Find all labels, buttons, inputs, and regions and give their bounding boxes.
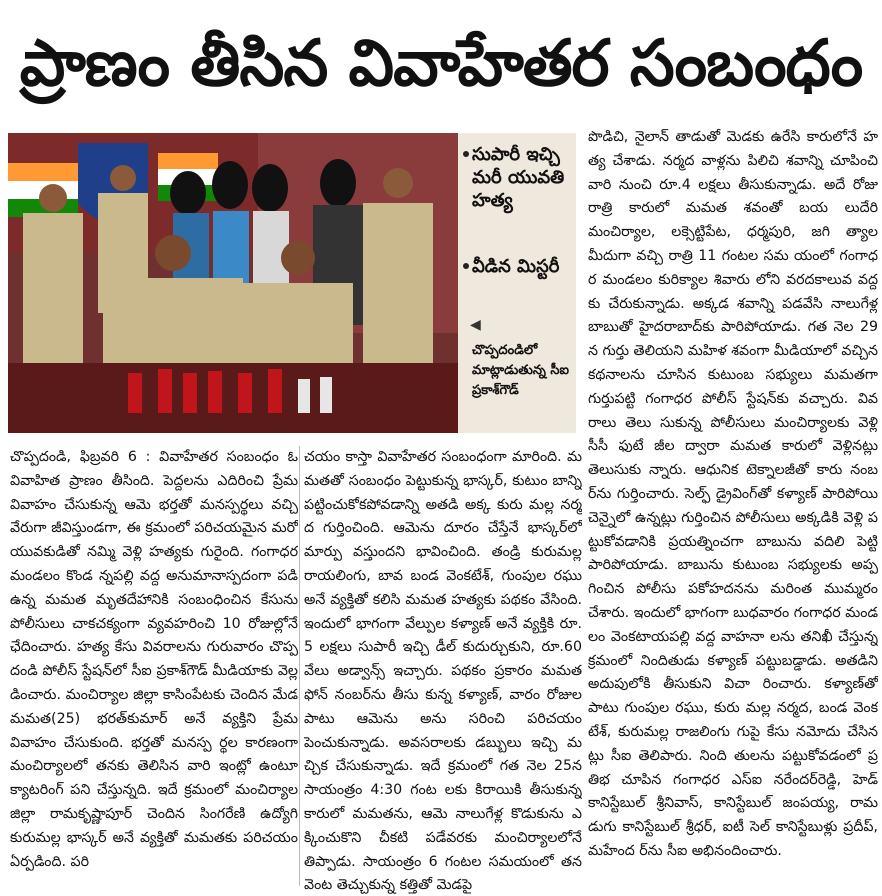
article-paragraph: చయం కాస్తా వివాహేతర సంబంధంగా మారింది. మమతతో సంబంధం పెట్టుకున్న భాస్కర్, కుటుం బాన్ని పట్టించుకోకపోవడాన్ని అతడి అక్క కురు మల్ల నర్మద గుర్తించింది. ఆమెను దూరం చేస్తేనే భాస్కర్‌లో మార్పు వస్తుందని భావించింది. తండ్రి కురుమల్ల రాయలింగు, బావ బండ వెంకటేశ్, గుంపుల రఘు అనే వ్యక్తితో కలిసి మమత హత్యకు పథకం వేసింది. ఇందులో భాగంగా వేల్పుల కళ్యాణ్ అనే వ్యక్తికి రూ.5 లక్షలు సుపారీ ఇచ్చి డీల్ కుదుర్చుకుని, రూ.60 వేలు అడ్వాన్స్ ఇచ్చారు. పథకం ప్రకారం మమత ఫోన్ నంబర్‌ను తీసు కున్న కళ్యాణ్, వారం రోజుల పాటు ఆమెను అను సరించి పరిచయం పెంచుకున్నాడు. అవసరాలకు డబ్బులు ఇచ్చి మచ్చిక చేసుకున్నాడు. ఇదే క్రమంలో గత నెల 25న సాయంత్రం 4:30 గంట లకు కిరాయికి తీసుకున్న కారులో మమతను, ఆమె నాలుగేళ్ల కొడుకును ఎక్కించుకొని చీకటి పడేవరకు మంచిర్యాలలోనే తిప్పాడు. సాయంత్రం 6 గంటల సమయంలో తన వెంట తెచ్చుకున్న కత్తితో మెడపై [304, 449, 582, 894]
highlight-box [458, 133, 576, 433]
highlight-text: వీడిన మిస్టరీ [472, 256, 560, 277]
bullet-icon [463, 151, 469, 157]
press-conference-photo [8, 133, 458, 433]
highlight-point [472, 255, 572, 278]
article-column-2 [304, 446, 582, 894]
article-paragraph: పొడిచి, నైలాన్ తాడుతో మెడకు ఉరేసి కారులోనే హత్య చేశాడు. నర్మద వాళ్లను పిలిచి శవాన్ని చూపించి వారి నుంచి రూ.4 లక్షలు తీసుకున్నాడు. అదే రోజు రాత్రి కారులో మమత శవంతో బయ లుదేరి మంచిర్యాల, లక్సెట్టిపేట, ధర్మపురి, జగి త్యాల మీదుగా వచ్చి రాత్రి 11 గంటల సమ యంలో గంగాధర మండలం కురిక్యాల శివారు లోని వరదకాలువ వద్దకు చేరుకున్నాడు. అక్కడ శవాన్ని పడవేసి నాలుగేళ్ల బాబుతో హైదరాబాద్‌కు పారిపోయాడు. గత నెల 29న గుర్తు తెలియని మహిళ శవంగా మీడియాలో వచ్చిన కథనాలను చూసిన కుటుంబ సభ్యులు మమతగా గుర్తుపట్టి గంగాధర పోలీస్ స్టేషన్‌కు వచ్చారు. వివరాలు తెలు సుకున్న పోలీసులు మంచిర్యాలకు వెళ్లి సీసీ ఫుటే జీల ద్వారా మమత కారులో వెళ్లినట్లు తెలుసుకు న్నారు. ఆధునిక టెక్నాలజీతో కారు నంబర్‌ను గుర్తించారు. సెల్ఫ్ డ్రైవింగ్‌తో కళ్యాణ్ పారిపోయి చెన్నైలో ఉన్నట్లు గుర్తించిన పోలీసులు అక్కడికి వెళ్లి పట్టుకోవడానికి ప్రయత్నించగా బాబును వదిలి పెట్టి పారిపోయాడు. బాబును కుటుంబ సభ్యులకు అప్పగించిన పోలీసు పకోహదనను మరింత ముమ్మరం చేశారు. ఇందులో భాగంగా బుధవారం గంగాధర మండలం వెంకటాయపల్లి వద్ద వాహనా లను తనిఖీ చేస్తున్న క్రమంలో నిందితుడు కళ్యాణ్ పట్టుబడ్డాడు. అతడిని అదుపులోకి తీసుకుని విచా రించారు. కళ్యాణ్‌తో పాటు గుంపుల రఘు, కురు మల్ల నర్మద, బండ వెంకటేశ్, కురుమల్ల రాజలింగు గుపై కేసు నమోదు చేసినట్లు సీఐ తెలిపారు. నింది తులను పట్టుకోవడంలో ప్రతిభ చూపిన గంగాధర ఎస్ఐ నరేందర్‌రెడ్డి, హెడ్ కానిస్టేబుల్ శ్రీనివాస్, కానిస్టేబుల్ జంపయ్య, రామడుగు కానిస్టేబుల్ శ్రీధర్, ఐటీ సెల్ కానిస్టేబుళ్లు ప్రదీప్, మహేంద ర్‌ను సీఐ అభినందించారు. [588, 129, 878, 859]
highlight-point [472, 143, 572, 212]
photo-caption: చొప్పదండిలో మాట్లాడుతున్న సీఐ ప్రకాశ్‌గౌడ్ [472, 343, 569, 398]
highlight-text: సుపారీ ఇచ్చి మరీ యువతి హత్య [472, 144, 565, 211]
arrow-left-icon: ◀ [470, 317, 481, 333]
column-divider [299, 446, 300, 886]
article-paragraph: చొప్పదండి, ఫిబ్రవరి 6 : వివాహేతర సంబంధం ఓ వివాహిత ప్రాణం తీసింది. పెద్దలను ఎదిరించి ప్రేమ వివాహం చేసుకున్న ఆమె భర్తతో మనస్పర్థలు వచ్చి వేరుగా జీవిస్తుండగా, ఈ క్రమంలో పరిచయమైన మరో యువకుడితో నమ్మి వెళ్లి హత్యకు గురైంది. గంగాధర మండలం కొండ న్నపల్లి వద్ద అనుమానాస్పదంగా పడి ఉన్న మమత మృతదేహానికి సంబంధించిన కేసును పోలీసులు చాకచక్యంగా వ్యవహరించి 10 రోజుల్లోనే ఛేదించారు. హత్య కేసు వివరాలను గురువారం చొప్ప దండి పోలీస్ స్టేషన్‌లో సీఐ ప్రకాశ్‌గౌడ్ మీడియాకు వెల్లడించారు. మంచిర్యాల జిల్లా కాసింపేటకు చెందిన మేడ మమత(25) భరత్‌కుమార్ అనే వ్యక్తిని ప్రేమ వివాహం చేసుకుంది. భర్తతో మనస్ప ర్థల కారణంగా మంచిర్యాలలో తనకు తెలిసిన వారి ఇంట్లో ఉంటూ క్యాటరింగ్ పని చేస్తున్నది. ఇదే క్రమంలో మంచిర్యాల జిల్లా రామకృష్ణాపూర్ చెందిన సింగరేణి ఉద్యోగి కురుమల్ల భాస్కర్ అనే వ్యక్తితో మమతకు పరిచయం ఏర్పడింది. పరి [10, 449, 298, 870]
bullet-icon [463, 263, 469, 269]
article-column-1 [10, 446, 298, 894]
press-conference-illustration [8, 133, 458, 433]
headline: ప్రాణం తీసిన వివాహేతర సంబంధం [19, 27, 863, 101]
article-column-3 [588, 126, 878, 894]
